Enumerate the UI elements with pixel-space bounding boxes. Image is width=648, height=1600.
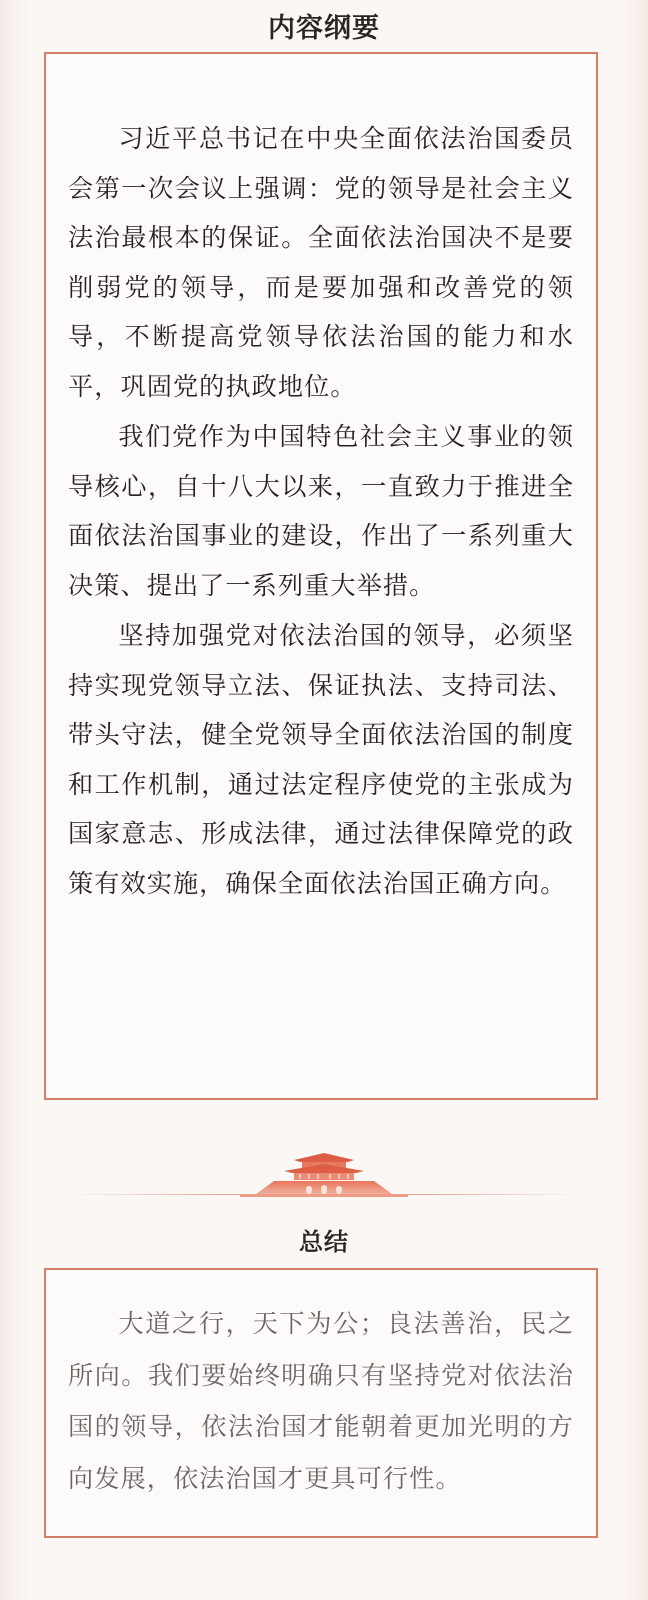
- outline-paragraph-2: 我们党作为中国特色社会主义事业的领导核心，自十八大以来，一直致力于推进全面依法治国事业的建设，作出了一系列重大决策、提出了一系列重大举措。: [68, 422, 574, 600]
- gate-tower-icon: [236, 1150, 412, 1200]
- outline-paragraph-1: 习近平总书记在中央全面依法治国委员会第一次会议上强调：党的领导是社会主义法治最根本的保证。全面依法治国决不是要削弱党的领导，而是要加强和改善党的领导，不断提高党领导依法治国的能力和水平，巩固党的执政地位。: [68, 124, 574, 401]
- section-divider: [70, 1150, 578, 1202]
- conclusion-content-box: [44, 1268, 598, 1538]
- section-title-outline: 内容纲要: [268, 13, 380, 44]
- conclusion-paragraph: 大道之行，天下为公；良法善治，民之所向。我们要始终明确只有坚持党对依法治国的领导，依法治国才能朝着更加光明的方向发展，依法治国才更具可行性。: [68, 1309, 574, 1493]
- section-title-conclusion: 总结: [299, 1228, 349, 1256]
- outline-content-box: [44, 52, 598, 1100]
- outline-paragraph-3: 坚持加强党对依法治国的领导，必须坚持实现党领导立法、保证执法、支持司法、带头守法，健全党领导全面依法治国的制度和工作机制，通过法定程序使党的主张成为国家意志、形成法律，通过法律保障党的政策有效实施，确保全面依法治国正确方向。: [68, 621, 574, 898]
